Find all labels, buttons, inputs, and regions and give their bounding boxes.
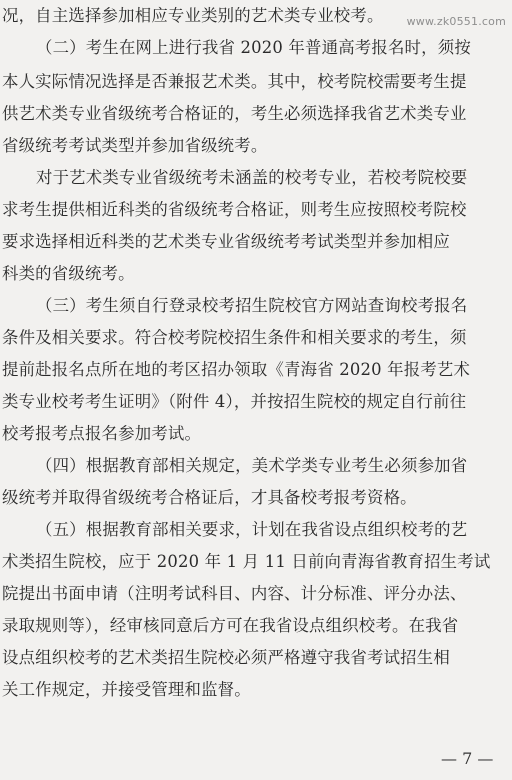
page-number: — 7 — — [441, 749, 494, 768]
text-line: 术类招生院校，应于 2020 年 1 月 11 日前向青海省教育招生考试 — [2, 552, 491, 571]
text-line: 院提出书面申请（注明考试科目、内容、计分标准、评分办法、 — [2, 584, 467, 603]
watermark: www.zk0551.com — [406, 15, 506, 28]
text-line: 条件及相关要求。符合校考院校招生条件和相关要求的考生，须 — [2, 328, 467, 347]
text-line: 要求选择相近科类的艺术类专业省级统考考试类型并参加相应 — [2, 232, 450, 251]
text-line: 对于艺术类专业省级统考未涵盖的校考专业，若校考院校要 — [36, 168, 468, 187]
text-line: （三）考生须自行登录校考招生院校官方网站查询校考报名 — [36, 296, 468, 315]
text-line: 提前赴报名点所在地的考区招办领取《青海省 2020 年报考艺术 — [2, 360, 471, 379]
text-line: 级统考并取得省级统考合格证后，才具备校考报考资格。 — [2, 488, 417, 507]
text-line: （五）根据教育部相关要求，计划在我省设点组织校考的艺 — [36, 520, 468, 539]
text-line: （四）根据教育部相关规定，美术学类专业考生必须参加省 — [36, 456, 468, 475]
text-line: （二）考生在网上进行我省 2020 年普通高考报名时，须按 — [36, 38, 471, 57]
text-line: 校考报考点报名参加考试。 — [2, 424, 202, 443]
text-line: 求考生提供相近科类的省级统考合格证，则考生应按照校考院校 — [2, 200, 467, 219]
text-line: 科类的省级统考。 — [2, 264, 135, 283]
text-line: 关工作规定，并接受管理和监督。 — [2, 680, 251, 699]
text-line: 本人实际情况选择是否兼报艺术类。其中，校考院校需要考生提 — [2, 72, 467, 91]
text-line: 供艺术类专业省级统考合格证的，考生必须选择我省艺术类专业 — [2, 104, 467, 123]
text-line: 设点组织校考的艺术类招生院校必须严格遵守我省考试招生相 — [2, 648, 450, 667]
text-line: 省级统考考试类型并参加省级统考。 — [2, 136, 268, 155]
text-line: 类专业校考考生证明》（附件 4），并按招生院校的规定自行前往 — [2, 392, 467, 411]
text-line: 录取规则等），经审核同意后方可在我省设点组织校考。在我省 — [2, 616, 459, 635]
text-line: 况，自主选择参加相应专业类别的艺术类专业校考。 — [2, 6, 384, 25]
